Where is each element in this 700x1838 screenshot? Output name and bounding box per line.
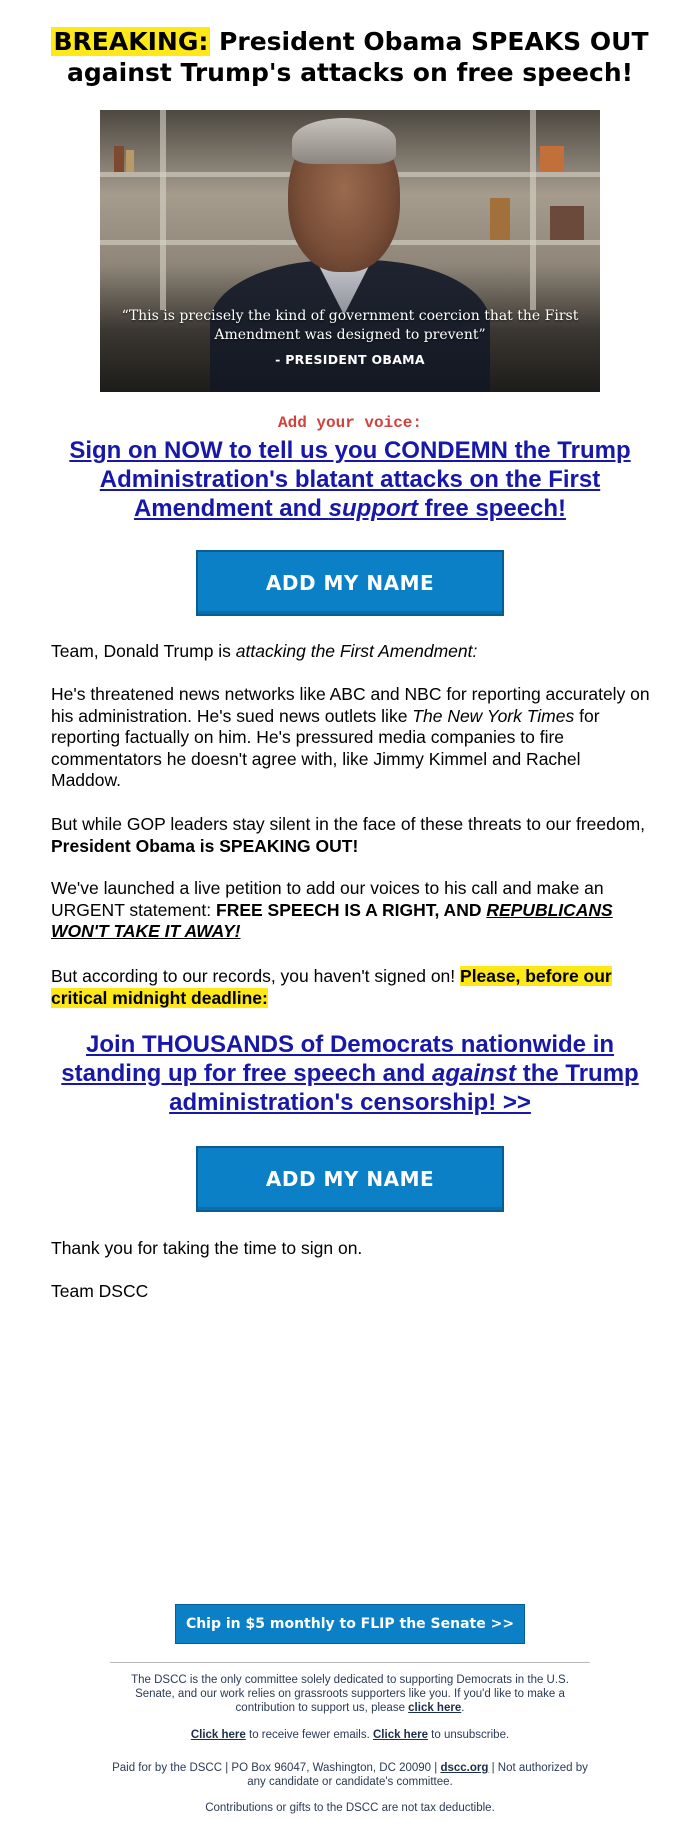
body-text: Team, Donald Trump is xyxy=(51,641,236,661)
petition-link[interactable] xyxy=(50,436,650,523)
footer-text: | Not authorized by any candidate or candidate's committee. xyxy=(247,1762,588,1788)
footer-text: . xyxy=(461,1702,465,1714)
contribute-link[interactable]: click here xyxy=(408,1702,462,1714)
fewer-emails-link[interactable]: Click here xyxy=(190,1729,246,1741)
join-link-text-end: the Trump administration's censorship! >> xyxy=(169,1060,639,1116)
book-decor xyxy=(126,150,134,172)
footer-paid-for xyxy=(110,1761,590,1789)
body-text: But according to our records, you haven't signed on! xyxy=(51,966,461,986)
body-paragraph-5 xyxy=(51,966,651,1009)
breaking-label: BREAKING: xyxy=(53,27,209,56)
body-paragraph-1 xyxy=(51,641,651,663)
join-petition-link[interactable] xyxy=(50,1030,650,1117)
petition-link-text: Sign on NOW to tell us you CONDEMN the Trump Administration's blatant attacks on the First Amendment and xyxy=(69,437,631,522)
body-strong-emphasis: REPUBLICANS WON'T TAKE IT AWAY! xyxy=(51,899,613,941)
hero-image[interactable] xyxy=(100,110,600,392)
body-text: for reporting factually on him. He's pressured media companies to fire commentators he doesn't agree with, like Jimmy Kimmel and Rachel Maddow. xyxy=(51,705,600,790)
body-strong: FREE SPEECH IS A RIGHT, AND xyxy=(216,899,487,920)
footer-email-prefs xyxy=(110,1728,590,1742)
body-emphasis: The New York Times xyxy=(412,705,575,726)
book-decor xyxy=(540,146,564,172)
body-paragraph-2 xyxy=(51,684,651,792)
body-paragraph-3 xyxy=(51,814,651,857)
footer-text: to receive fewer emails. xyxy=(245,1729,373,1741)
body-emphasis: attacking the First Amendment: xyxy=(235,641,478,661)
body-text: But while GOP leaders stay silent in the face of these threats to our freedom, xyxy=(51,814,646,834)
body-paragraph-4 xyxy=(51,878,651,943)
petition-link-emphasis: support xyxy=(328,495,418,522)
deadline-highlight: Please, before our critical midnight deadline: xyxy=(51,966,612,1008)
signoff-text: Team DSCC xyxy=(51,1281,149,1301)
add-my-name-button-2[interactable]: ADD MY NAME xyxy=(196,1146,504,1212)
add-my-name-button[interactable]: ADD MY NAME xyxy=(196,550,504,616)
footer-disclaimer xyxy=(110,1673,590,1715)
petition-link-text-end: free speech! xyxy=(417,495,567,522)
footer-text: Paid for by the DSCC | PO Box 96047, Washington, DC 20090 | xyxy=(112,1762,441,1774)
shelf-post xyxy=(530,110,536,310)
chip-in-button[interactable]: Chip in $5 monthly to FLIP the Senate >> xyxy=(175,1604,525,1644)
unsubscribe-link[interactable]: Click here xyxy=(373,1729,428,1741)
body-text: He's threatened news networks like ABC and NBC for reporting accurately on his administration. He's sued news outlets like xyxy=(51,684,650,726)
frame-decor xyxy=(550,206,584,240)
hero-quote: “This is precisely the kind of government coercion that the First Amendment was designed to prevent” xyxy=(121,308,579,343)
footer-tax-note: Contributions or gifts to the DSCC are not tax deductible. xyxy=(205,1802,495,1814)
add-voice-label: Add your voice: xyxy=(277,414,423,432)
person-hair xyxy=(292,118,396,164)
footer-text: to unsubscribe. xyxy=(427,1729,510,1741)
footer-text: The DSCC is the only committee solely dedicated to supporting Democrats in the U.S. Senate, and our work relies on grassroots supporters like you. If you'd like to make a contribution to support us, please xyxy=(131,1674,569,1714)
dscc-site-link[interactable]: dscc.org xyxy=(440,1762,489,1774)
headline-text: President Obama SPEAKS OUT against Trump's attacks on free speech! xyxy=(66,27,649,87)
thanks-text: Thank you for taking the time to sign on. xyxy=(51,1238,363,1258)
email-headline xyxy=(40,26,660,88)
book-decor xyxy=(490,198,510,240)
join-link-text: Join THOUSANDS of Democrats nationwide in standing up for free speech and xyxy=(61,1031,615,1087)
shelf-post xyxy=(160,110,166,310)
hero-attribution: - PRESIDENT OBAMA xyxy=(275,352,425,367)
join-link-emphasis: against xyxy=(432,1060,517,1087)
body-strong: President Obama is SPEAKING OUT! xyxy=(51,835,359,856)
book-decor xyxy=(114,146,124,172)
footer-divider xyxy=(110,1662,590,1663)
body-text: We've launched a live petition to add our voices to his call and make an URGENT statement: xyxy=(51,878,604,920)
